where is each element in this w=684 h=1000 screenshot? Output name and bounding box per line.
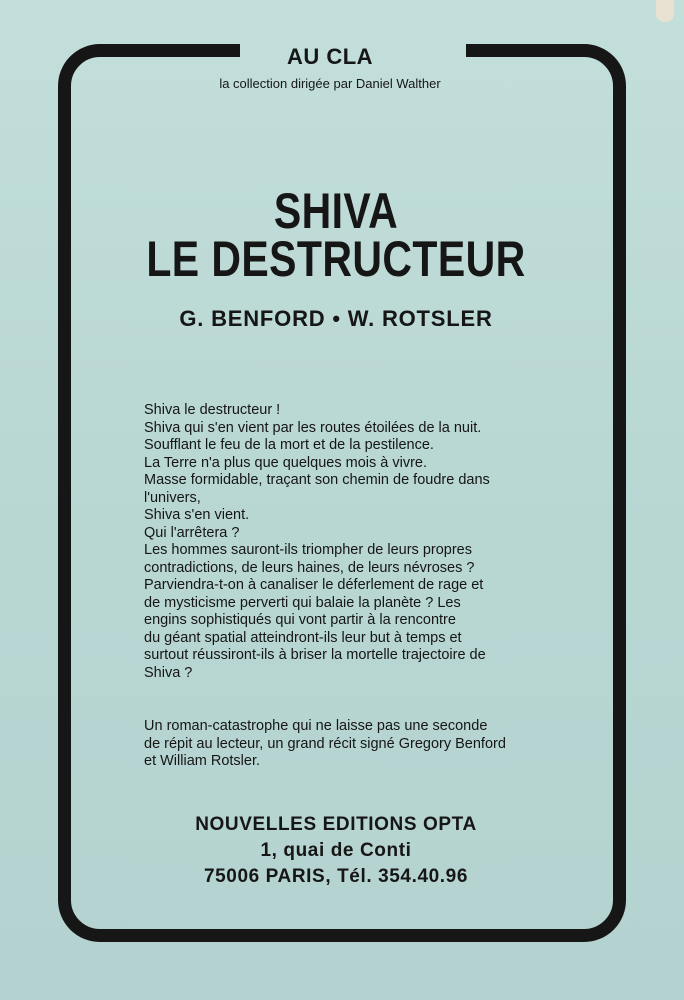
book-title-line-2: LE DESTRUCTEUR — [146, 231, 526, 287]
publisher-city-phone: 75006 PARIS, Tél. 354.40.96 — [203, 866, 469, 887]
description-line: contradictions, de leurs haines, de leurs névroses ? — [144, 559, 475, 576]
publisher-block — [100, 812, 572, 890]
publisher-name: NOUVELLES EDITIONS OPTA — [195, 814, 477, 835]
description-line: surtout réussiront-ils à briser la mortelle trajectoire de — [144, 647, 486, 663]
description-line: l'univers, — [144, 489, 201, 506]
publisher-address: 1, quai de Conti — [260, 840, 412, 861]
authors: G. BENFORD • W. ROTSLER — [179, 306, 493, 331]
description-line: Shiva s'en vient. — [144, 507, 250, 523]
book-title-line-1: SHIVA — [273, 183, 399, 239]
description-line: Soufflant le feu de la mort et de la pestilence. — [144, 437, 434, 453]
description-line: du géant spatial atteindront-ils leur but à temps et — [144, 629, 462, 646]
description-line: Les hommes sauront-ils triompher de leurs propres — [144, 542, 472, 558]
blurb-line: et William Rotsler. — [144, 753, 261, 769]
description-line: Qui l'arrêtera ? — [144, 524, 240, 541]
blurb-line: Un roman-catastrophe qui ne laisse pas une seconde — [144, 718, 488, 734]
description-text — [144, 402, 530, 682]
description-line: Masse formidable, traçant son chemin de foudre dans — [144, 472, 490, 488]
blurb-text — [144, 718, 530, 771]
worn-corner — [656, 0, 674, 22]
blurb-line: de répit au lecteur, un grand récit signé Gregory Benford — [144, 735, 506, 752]
collection-subtitle: la collection dirigée par Daniel Walther — [219, 76, 441, 91]
description-line: Shiva qui s'en vient par les routes étoilées de la nuit. — [144, 419, 482, 436]
description-line: La Terre n'a plus que quelques mois à vivre. — [144, 454, 427, 471]
collection-name: AU CLA — [286, 44, 374, 69]
description-line: Shiva ? — [144, 664, 193, 681]
description-line: Parviendra-t-on à canaliser le déferlement de rage et — [144, 577, 484, 593]
description-line: engins sophistiqués qui vont partir à la rencontre — [144, 612, 456, 628]
description-line: Shiva le destructeur ! — [144, 402, 281, 418]
description-line: de mysticisme perverti qui balaie la planète ? Les — [144, 594, 461, 611]
